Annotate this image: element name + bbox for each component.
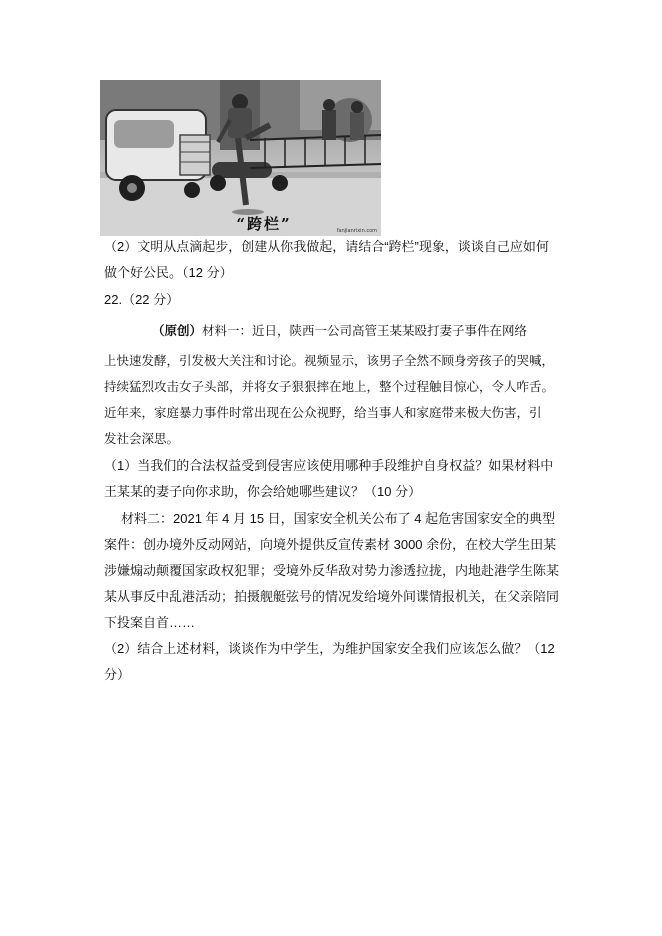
q22-question1-line2: 王某某的妻子向你求助，你会给她哪些建议？（10 分） [104,484,422,499]
q22-question2-line1: （2）结合上述材料，谈谈作为中学生，为维护国家安全我们应该怎么做？（12 [104,641,555,656]
q21-part2-line2: 做个好公民。（12 分） [104,265,233,280]
q22-material2-line1: 材料二：2021 年 4 月 15 日，国家安全机关公布了 4 起危害国家安全的典型 [121,511,556,526]
original-tag: （原创） [152,323,203,338]
q22-header: 22.（22 分） [104,292,180,307]
q22-material1-line5: 发社会深思。 [104,431,180,446]
q22-material1-line4: 近年来，家庭暴力事件时常出现在公众视野，给当事人和家庭带来极大伤害，引 [104,405,542,420]
q22-question2-line2: 分） [104,667,131,682]
q22-material2-line3: 涉嫌煽动颠覆国家政权犯罪；受境外反华敌对势力渗透拉拢，内地赴港学生陈某 [104,563,560,578]
q22-material2-line4: 某从事反中乱港活动；拍摄舰艇弦号的情况发给境外间谍情报机关，在父亲陪同 [104,589,560,604]
q22-material1-line3: 持续猛烈攻击女子头部，并将女子狠狠摔在地上，整个过程触目惊心，令人咋舌。 [104,379,555,394]
photo-watermark: fanjianrixin.com [336,228,377,234]
q22-material1-line2: 上快速发酵，引发极大关注和讨论。视频显示，该男子全然不顾身旁孩子的哭喊， [104,353,555,368]
q22-question1-line1: （1）当我们的合法权益受到侵害应该使用哪种手段维护自身权益？如果材料中 [104,458,554,473]
q21-part2-line1: （2）文明从点滴起步，创建从你我做起，请结合“跨栏”现象，谈谈自己应如何 [104,239,549,254]
street-photo [100,80,381,236]
q22-material2-line2: 案件：创办境外反动网站，向境外提供反宣传素材 3000 余份，在校大学生田某 [104,537,557,552]
material1-text: 材料一：近日，陕西一公司高管王某某殴打妻子事件在网络 [202,323,528,338]
q22-material1-line1 [152,322,527,340]
photo-caption: “跨栏” [236,215,292,233]
q22-material2-line5: 下投案自首…… [104,615,196,630]
